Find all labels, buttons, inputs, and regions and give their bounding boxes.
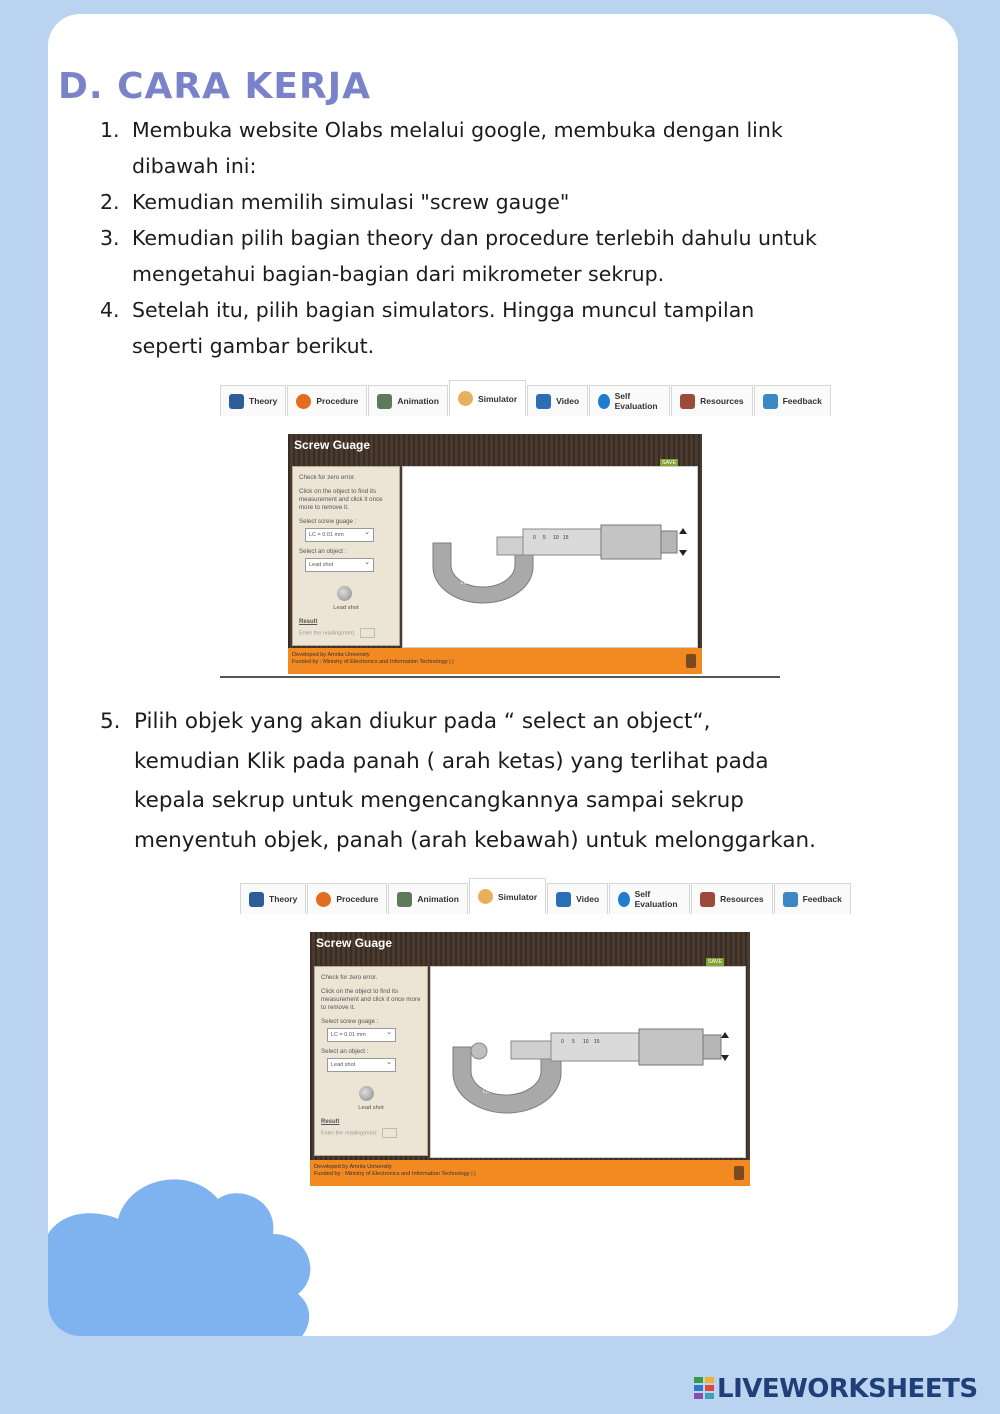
section-title: D. CARA KERJA bbox=[58, 66, 371, 107]
video-camera-icon bbox=[536, 394, 551, 409]
micrometer-graphic bbox=[403, 467, 697, 647]
person-icon bbox=[783, 892, 798, 907]
step-line: Membuka website Olabs melalui google, membuka dengan link bbox=[132, 118, 783, 142]
instruction-text: Check for zero error. bbox=[321, 974, 378, 981]
step-line: mengetahui bagian-bagian dari mikrometer sekrup. bbox=[132, 262, 665, 286]
brand-name: LIVEWORKSHEETS bbox=[717, 1374, 978, 1404]
tab-procedure[interactable]: Procedure bbox=[287, 385, 367, 416]
footer-line: Developed by Amrita University bbox=[292, 652, 370, 658]
simulator-panel bbox=[288, 434, 702, 674]
tab-procedure[interactable]: Procedure bbox=[307, 883, 387, 914]
step-line: Setelah itu, pilih bagian simulators. Hingga muncul tampilan bbox=[132, 298, 755, 322]
refresh-icon bbox=[316, 892, 331, 907]
scale-mark: 10 bbox=[583, 1039, 589, 1045]
lead-shot-in-gauge bbox=[471, 1043, 487, 1059]
result-label: Result bbox=[321, 1119, 340, 1125]
reading-field: Enter the reading(mm): bbox=[299, 628, 393, 638]
liveworksheets-logo bbox=[694, 1374, 978, 1404]
frame-label: LC = 0.01 mm bbox=[483, 1089, 515, 1095]
step-5 bbox=[100, 702, 930, 860]
spindle bbox=[511, 1041, 551, 1059]
scale-mark: 5 bbox=[572, 1039, 575, 1045]
object-select[interactable]: Lead shot ⌄ bbox=[327, 1058, 396, 1072]
lead-shot-object[interactable] bbox=[359, 1086, 374, 1101]
step-number: 4. bbox=[100, 298, 120, 322]
screw-gauge-select[interactable]: LC = 0.01 mm ⌄ bbox=[327, 1028, 396, 1042]
step-number: 2. bbox=[100, 190, 120, 214]
steps-list bbox=[100, 112, 930, 364]
micrometer-viewer bbox=[402, 466, 698, 648]
step-line: Kemudian pilih bagian theory dan procedure terlebih dahulu untuk bbox=[132, 226, 817, 250]
emblem-icon bbox=[734, 1166, 744, 1180]
tab-simulator[interactable]: Simulator bbox=[469, 878, 546, 914]
emblem-icon bbox=[686, 654, 696, 668]
footer-line: Developed by Amrita University bbox=[314, 1164, 392, 1170]
step-line: kepala sekrup untuk mengencangkannya sampai sekrup bbox=[134, 788, 744, 813]
object-label: Lead shot bbox=[333, 605, 359, 611]
step-2 bbox=[100, 184, 930, 220]
tab-self-evaluation[interactable]: Self Evaluation bbox=[609, 883, 690, 914]
instruction-text: Check for zero error. bbox=[299, 474, 356, 481]
panel-title: Screw Guage bbox=[316, 936, 393, 950]
instruction-text: Click on the object to find its measurement and click it once more to remove it. bbox=[321, 988, 421, 1011]
sleeve bbox=[523, 529, 603, 555]
tab-theory[interactable]: Theory bbox=[240, 883, 306, 914]
step-1 bbox=[100, 112, 930, 184]
instruction-text: Click on the object to find its measurement and click it once more to remove it. bbox=[299, 488, 383, 511]
tab-video[interactable]: Video bbox=[527, 385, 588, 416]
select-gauge-label: Select screw guage : bbox=[299, 518, 357, 525]
ratchet bbox=[661, 531, 677, 553]
scale-mark: 10 bbox=[553, 535, 559, 541]
arrow-up-icon[interactable] bbox=[721, 1032, 729, 1038]
step-4 bbox=[100, 292, 930, 364]
object-select[interactable]: Lead shot ⌄ bbox=[305, 558, 374, 572]
thimble bbox=[639, 1029, 703, 1065]
tab-simulator[interactable]: Simulator bbox=[449, 380, 526, 416]
panel-title: Screw Guage bbox=[294, 438, 371, 452]
step-number: 1. bbox=[100, 118, 120, 142]
arrow-down-icon[interactable] bbox=[721, 1055, 729, 1061]
control-panel bbox=[314, 966, 428, 1156]
scale-mark: 0 bbox=[561, 1039, 564, 1045]
ratchet bbox=[703, 1035, 721, 1059]
frame-label: LC = 0.01 mm bbox=[461, 580, 493, 586]
step-number: 3. bbox=[100, 226, 120, 250]
tab-animation[interactable]: Animation bbox=[388, 883, 468, 914]
monitor-icon bbox=[397, 892, 412, 907]
simulator-screenshot-1 bbox=[220, 380, 822, 678]
select-object-label: Select an object : bbox=[321, 1048, 369, 1055]
micrometer-graphic bbox=[431, 967, 745, 1157]
video-camera-icon bbox=[556, 892, 571, 907]
refresh-icon bbox=[296, 394, 311, 409]
books-icon bbox=[700, 892, 715, 907]
select-gauge-label: Select screw guage : bbox=[321, 1018, 379, 1025]
arrow-up-icon[interactable] bbox=[679, 528, 687, 534]
spindle bbox=[497, 537, 523, 555]
step-number: 5. bbox=[100, 709, 121, 734]
simulator-screenshot-2 bbox=[240, 878, 842, 1188]
micrometer-viewer bbox=[430, 966, 746, 1158]
screw-gauge-select[interactable]: LC = 0.01 mm ⌄ bbox=[305, 528, 374, 542]
step-line: menyentuh objek, panah (arah kebawah) untuk melonggarkan. bbox=[134, 827, 817, 853]
book-icon bbox=[229, 394, 244, 409]
reading-input[interactable] bbox=[382, 1128, 397, 1138]
monitor-icon bbox=[377, 394, 392, 409]
select-object-label: Select an object : bbox=[299, 548, 347, 555]
save-button[interactable]: SAVE bbox=[661, 460, 677, 466]
reading-field: Enter the reading(mm): bbox=[321, 1128, 421, 1138]
step-line: dibawah ini: bbox=[132, 154, 257, 178]
step-line: Pilih objek yang akan diukur pada “ select an object“, bbox=[134, 709, 711, 734]
sleeve bbox=[551, 1033, 641, 1061]
tab-feedback[interactable]: Feedback bbox=[754, 385, 831, 416]
tab-video[interactable]: Video bbox=[547, 883, 608, 914]
simulator-panel bbox=[310, 932, 750, 1186]
step-3 bbox=[100, 220, 930, 292]
liveworksheets-icon bbox=[694, 1377, 714, 1399]
control-panel bbox=[292, 466, 400, 646]
step-line: kemudian Klik pada panah ( arah ketas) yang terlihat pada bbox=[134, 748, 769, 774]
tab-animation[interactable]: Animation bbox=[368, 385, 448, 416]
tab-bar bbox=[240, 878, 852, 914]
tab-self-evaluation[interactable]: Self Evaluation bbox=[589, 385, 670, 416]
simulator-footer bbox=[310, 1160, 750, 1186]
step-line: seperti gambar berikut. bbox=[132, 334, 375, 358]
object-label: Lead shot bbox=[358, 1105, 384, 1111]
footer-line: Funded by : Ministry of Electronics and Information Technology | | bbox=[292, 658, 454, 665]
tab-resources[interactable]: Resources bbox=[691, 883, 772, 914]
tab-resources[interactable]: Resources bbox=[671, 385, 752, 416]
tab-theory[interactable]: Theory bbox=[220, 385, 286, 416]
book-icon bbox=[249, 892, 264, 907]
simulator-icon bbox=[458, 391, 473, 406]
save-button[interactable]: SAVE bbox=[707, 959, 723, 965]
scale-mark: 0 bbox=[533, 535, 536, 541]
simulator-icon bbox=[478, 889, 493, 904]
tab-feedback[interactable]: Feedback bbox=[774, 883, 851, 914]
result-label: Result bbox=[299, 619, 318, 625]
question-icon bbox=[598, 394, 609, 409]
scale-mark: 15 bbox=[594, 1039, 600, 1045]
simulator-footer bbox=[288, 648, 702, 674]
scale-mark: 15 bbox=[563, 535, 569, 541]
footer-line: Funded by : Ministry of Electronics and Information Technology | | bbox=[314, 1170, 476, 1177]
tab-bar bbox=[220, 380, 832, 416]
cloud-decoration bbox=[48, 1164, 318, 1336]
lead-shot-object[interactable] bbox=[337, 586, 352, 601]
reading-input[interactable] bbox=[360, 628, 375, 638]
person-icon bbox=[763, 394, 778, 409]
books-icon bbox=[680, 394, 695, 409]
question-icon bbox=[618, 892, 629, 907]
thimble bbox=[601, 525, 661, 559]
arrow-down-icon[interactable] bbox=[679, 550, 687, 556]
scale-mark: 5 bbox=[543, 535, 546, 541]
step-line: Kemudian memilih simulasi "screw gauge" bbox=[132, 190, 570, 214]
